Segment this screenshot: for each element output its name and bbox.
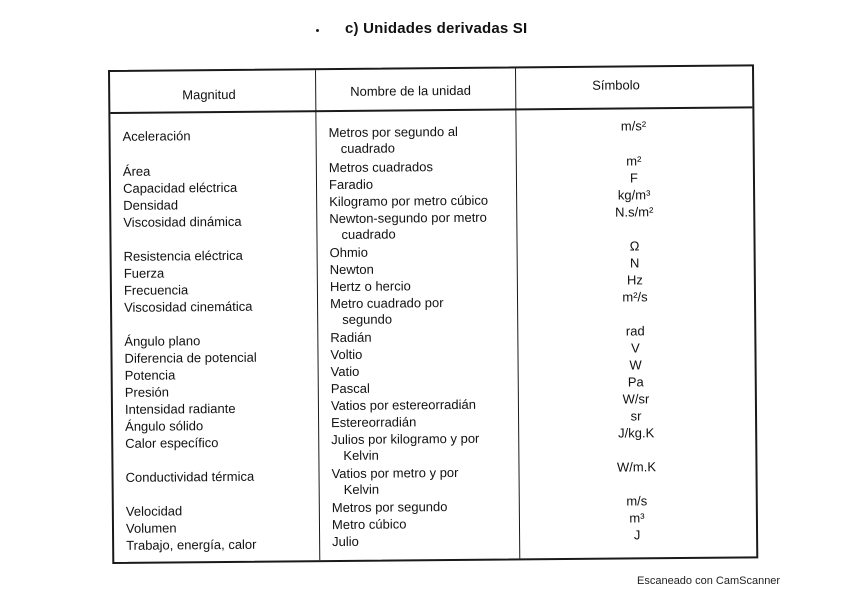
simbolo-cell: Ω: [629, 238, 640, 254]
simbolo-cell: N: [629, 255, 640, 271]
column-divider-2: [515, 68, 520, 558]
magnitud-cell: Aceleración: [122, 128, 191, 144]
simbolo-cell: J: [633, 527, 641, 543]
magnitud-cell: Frecuencia: [123, 282, 189, 298]
unidad-cell: Voltio: [330, 346, 363, 363]
unidad-cell: Vatios por metro y por: [331, 464, 459, 482]
simbolo-cell: N.s/m²: [615, 204, 654, 220]
magnitud-cell: Densidad: [123, 197, 179, 213]
magnitud-cell: Capacidad eléctrica: [122, 179, 238, 196]
unidad-cell: Faradio: [328, 176, 374, 193]
unidad-cell: Pascal: [330, 380, 370, 397]
unidad-cell: Kilogramo por metro cúbico: [329, 192, 489, 210]
simbolo-cell: Pa: [627, 374, 644, 390]
simbolo-cell: F: [629, 170, 638, 186]
magnitud-cell: Diferencia de potencial: [124, 349, 257, 366]
simbolo-cell: V: [631, 340, 640, 356]
unidad-cell: Hertz o hercio: [329, 278, 411, 295]
unidad-cell: Metros por segundo al: [328, 123, 458, 141]
simbolo-cell: J/kg.K: [618, 425, 655, 441]
magnitud-cell: Ángulo plano: [124, 333, 201, 349]
units-table: [108, 64, 758, 564]
simbolo-cell: m³: [629, 510, 645, 526]
header-magnitud: Magnitud: [182, 86, 236, 103]
simbolo-cell: m²/s: [622, 289, 648, 305]
magnitud-cell: Resistencia eléctrica: [123, 247, 243, 264]
simbolo-cell: W: [629, 357, 642, 373]
simbolo-cell: kg/m³: [617, 187, 651, 203]
unidad-cell: Metros cuadrados: [328, 159, 433, 176]
magnitud-cell: Potencia: [124, 367, 176, 383]
simbolo-cell: sr: [630, 408, 642, 424]
magnitud-cell: Fuerza: [123, 265, 165, 281]
magnitud-cell: Intensidad radiante: [124, 400, 236, 417]
unidad-cell: Newton: [329, 261, 374, 278]
magnitud-cell: Calor específico: [125, 435, 219, 451]
magnitud-cell: Volumen: [125, 520, 177, 536]
unidad-cell-continuation: cuadrado: [340, 140, 395, 156]
magnitud-cell: Viscosidad cinemática: [124, 298, 253, 315]
unidad-cell: Estereorradián: [331, 414, 417, 431]
simbolo-cell: W/sr: [622, 391, 650, 407]
unidad-cell: Vatio: [330, 363, 360, 380]
unidad-cell: Ohmio: [329, 244, 368, 261]
unidad-cell: Julio: [332, 533, 359, 550]
magnitud-cell: Presión: [124, 384, 169, 400]
scanner-watermark: Escaneado con CamScanner: [637, 575, 781, 587]
header-divider: [110, 106, 752, 114]
unidad-cell: Vatios por estereorradián: [330, 396, 477, 414]
header-simbolo: Símbolo: [592, 77, 640, 93]
simbolo-cell: m²: [626, 153, 642, 169]
unidad-cell: Newton-segundo por metro: [329, 209, 487, 227]
magnitud-cell: Viscosidad dinámica: [123, 213, 242, 230]
unidad-cell: Metro cuadrado por: [329, 295, 444, 312]
magnitud-cell: Conductividad térmica: [125, 468, 255, 485]
unidad-cell: Metro cúbico: [331, 516, 407, 533]
unidad-cell: Julios por kilogramo y por: [331, 430, 480, 448]
simbolo-cell: W/m.K: [616, 459, 657, 475]
magnitud-cell: Ángulo sólido: [125, 418, 204, 434]
unidad-cell-continuation: segundo: [342, 311, 393, 327]
unidad-cell: Metros por segundo: [331, 499, 448, 516]
unidad-cell-continuation: Kelvin: [343, 447, 379, 463]
header-unidad: Nombre de la unidad: [350, 82, 471, 99]
simbolo-cell: rad: [625, 323, 645, 339]
magnitud-cell: Velocidad: [125, 503, 183, 519]
page-title: c) Unidades derivadas SI: [345, 20, 528, 37]
bullet-dot: [316, 29, 319, 32]
column-divider-1: [315, 70, 320, 560]
simbolo-cell: m/s: [626, 493, 648, 509]
magnitud-cell: Área: [122, 163, 151, 179]
simbolo-cell: m/s²: [620, 118, 647, 134]
magnitud-cell: Trabajo, energía, calor: [126, 536, 257, 553]
unidad-cell-continuation: Kelvin: [343, 481, 380, 497]
unidad-cell: Radián: [330, 329, 372, 346]
unidad-cell-continuation: cuadrado: [341, 226, 396, 242]
simbolo-cell: Hz: [626, 272, 643, 288]
